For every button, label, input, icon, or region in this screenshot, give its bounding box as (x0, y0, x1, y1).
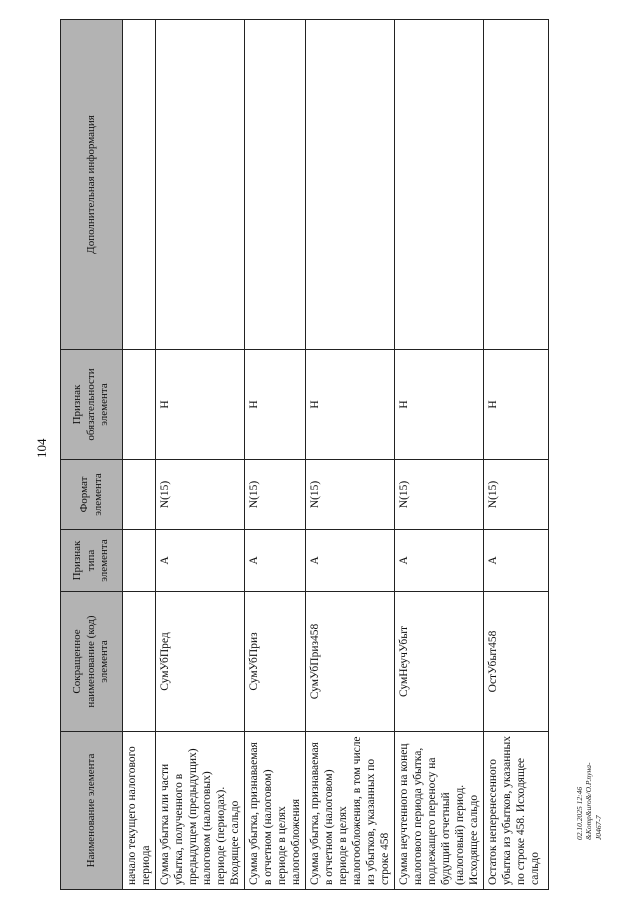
table-row (395, 20, 484, 890)
cell-name: Сумма убытка, признаваемая в отчетном (налоговом) периоде в целях налогообложения (245, 732, 306, 890)
table-row (156, 20, 245, 890)
table-header-row (61, 20, 123, 890)
header-cell-format: Формат элемента (61, 460, 123, 530)
cell-format: N(15) (245, 460, 306, 530)
cell-code: СумНеучУбыт (395, 592, 484, 732)
footer-line-1: 02.10.2025 12:46 (575, 786, 584, 840)
header-cell-name: Наименование элемента (61, 732, 123, 890)
cell-required: Н (245, 350, 306, 460)
cell-required: Н (484, 350, 549, 460)
cell-info (245, 20, 306, 350)
cell-code: СумУбПриз458 (306, 592, 395, 732)
cell-name: Сумма убытка, признаваемая в отчетном (налоговом) периоде в целях налогообложения, в том числе из убытков, указанных по строке 458 (306, 732, 395, 890)
cell-name: начало текущего налогового периода (123, 732, 156, 890)
cell-type: А (395, 530, 484, 592)
cell-info (306, 20, 395, 350)
cell-required (123, 350, 156, 460)
cell-required: Н (395, 350, 484, 460)
cell-required: Н (306, 350, 395, 460)
header-cell-info: Дополнительная информация (61, 20, 123, 350)
cell-info (156, 20, 245, 350)
header-cell-required: Признак обязательности элемента (61, 350, 123, 460)
header-cell-code: Сокращенное наименование (код) элемента (61, 592, 123, 732)
cell-code (123, 592, 156, 732)
footer-stamp (575, 763, 603, 840)
cell-info (395, 20, 484, 350)
cell-info (484, 20, 549, 350)
cell-format: N(15) (156, 460, 245, 530)
table-row (306, 20, 395, 890)
cell-format: N(15) (395, 460, 484, 530)
cell-format: N(15) (484, 460, 549, 530)
cell-type (123, 530, 156, 592)
cell-code: СумУбПриз (245, 592, 306, 732)
cell-info (123, 20, 156, 350)
cell-required: Н (156, 350, 245, 460)
header-cell-type: Признак типа элемента (61, 530, 123, 592)
cell-type: А (245, 530, 306, 592)
table-row (123, 20, 156, 890)
cell-name: Сумма неучтенного на конец налогового периода убытка, подлежащего переносу на будущий отчетный (налоговый) период. Исходящее сальдо (395, 732, 484, 890)
cell-name: Сумма убытка или части убытка, полученного в предыдущем (предыдущих) налоговом (налоговых) периоде (периодах). Входящее сальдо (156, 732, 245, 890)
cell-type: А (484, 530, 549, 592)
elements-table (60, 19, 549, 890)
cell-type: А (306, 530, 395, 592)
table-row (245, 20, 306, 890)
footer-line-2: &Komp&uro&/O.P.пуна-J0467-7 (584, 762, 603, 840)
cell-code: СумУбПред (156, 592, 245, 732)
table-row (484, 20, 549, 890)
cell-type: А (156, 530, 245, 592)
page-number: 104 (34, 438, 49, 458)
cell-format: N(15) (306, 460, 395, 530)
cell-name: Остаток неперенесенного убытка из убытков, указанных по строке 458. Исходящее сальдо (484, 732, 549, 890)
cell-format (123, 460, 156, 530)
cell-code: ОстУбыт458 (484, 592, 549, 732)
rotated-table-wrapper (60, 20, 542, 890)
